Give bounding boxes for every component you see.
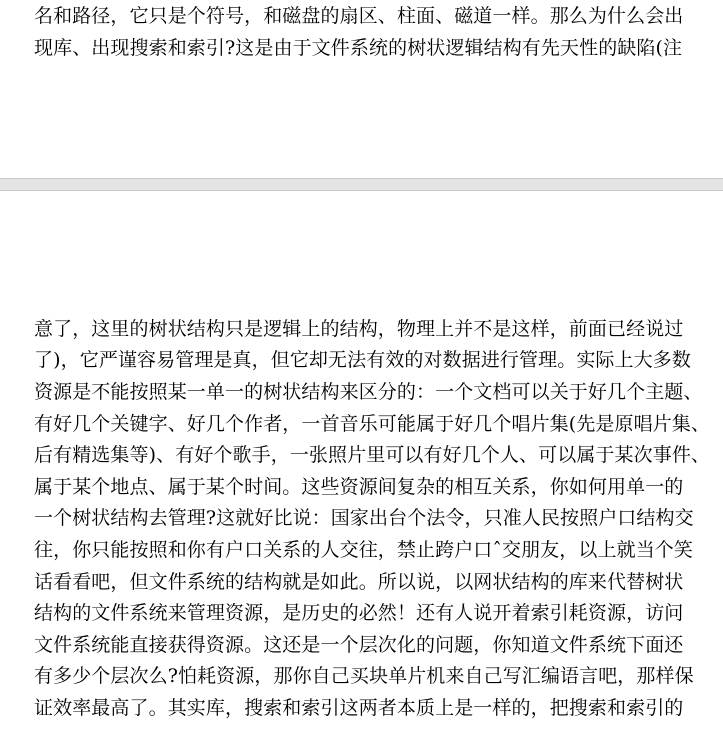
text-line: 话看看吧，但文件系统的结构就是如此。所以说，以网状结构的库来代替树状 [34, 571, 684, 593]
document-page-current [0, 191, 723, 756]
text-line: 结构的文件系统来管理资源，是历史的必然！还有人说开着索引耗资源，访问 [34, 602, 684, 624]
text-line: 往，你只能按照和你有户口关系的人交往，禁止跨户口ˆ交朋友，以上就当个笑 [34, 539, 694, 561]
text-line: 属于某个地点、属于某个时间。这些资源间复杂的相互关系，你如何用单一的 [34, 476, 684, 498]
text-line: 名和路径，它只是个符号，和磁盘的扇区、柱面、磁道一样。那么为什么会出 [34, 5, 684, 27]
text-line: 有多少个层次么?怕耗资源，那你自己买块单片机来自己写汇编语言吧，那样保 [34, 665, 694, 687]
text-line: 意了，这里的树状结构只是逻辑上的结构，物理上并不是这样，前面已经说过 [34, 318, 684, 340]
text-line: 后有精选集等)、有好个歌手，一张照片里可以有好几个人、可以属于某次事件、 [34, 444, 711, 466]
text-line: 有好几个关键字、好几个作者，一首音乐可能属于好几个唱片集(先是原唱片集、 [34, 413, 711, 435]
text-line: 文件系统能直接获得资源。这还是一个层次化的问题，你知道文件系统下面还 [34, 634, 684, 656]
text-line: 证效率最高了。其实库，搜索和索引这两者本质上是一样的，把搜索和索引的 [34, 697, 684, 719]
text-line: 资源是不能按照某一单一的树状结构来区分的：一个文档可以关于好几个主题、 [34, 381, 703, 403]
text-line: 现库、出现搜索和索引?这是由于文件系统的树状逻辑结构有先天性的缺陷(注 [34, 37, 683, 59]
text-line: 了)，它严谨容易管理是真，但它却无法有效的对数据进行管理。实际上大多数 [34, 349, 691, 371]
text-line: 一个树状结构去管理?这就好比说：国家出台个法令，只准人民按照户口结构交 [34, 507, 694, 529]
page-break-gap [0, 178, 723, 191]
document-page-previous [0, 0, 723, 178]
